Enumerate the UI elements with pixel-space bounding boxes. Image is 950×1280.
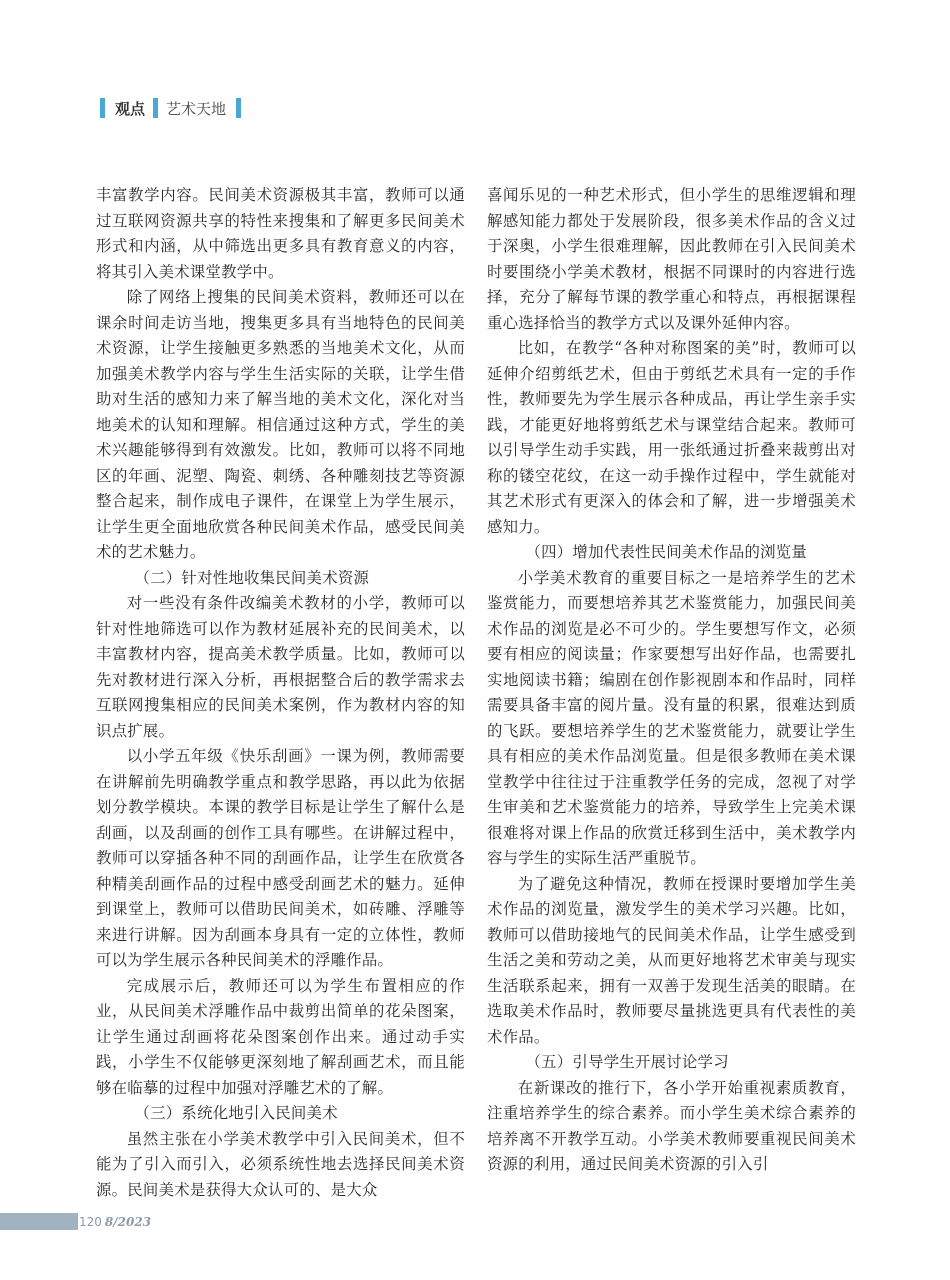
paragraph: 在新课改的推行下，各小学开始重视素质教育，注重培养学生的综合素养。而小学生美术综合素养的培养离不开教学互动。小学美术教师要重视民间美术资源的利用，通过民间美术资源的引入引 (487, 1078, 856, 1173)
page-footer (0, 1213, 151, 1230)
paragraph: 比如，在教学“各种对称图案的美”时，教师可以延伸介绍剪纸艺术，但由于剪纸艺术具有一定的手作性，教师要先为学生展示各种成品，再让学生亲手实践，才能更好地将剪纸艺术与课堂结合起来。教师可以引导学生动手实践，用一张纸通过折叠来裁剪出对称的镂空花纹，在这一动手操作过程中，学生就能对其艺术形式有更深入的体会和了解，进一步增强美术感知力。 (487, 339, 856, 536)
footer-bar (0, 1213, 78, 1230)
paragraph: 以小学五年级《快乐刮画》一课为例，教师需要在讲解前先明确教学重点和教学思路，再以此为依据划分教学模块。本课的教学目标是让学生了解什么是刮画，以及刮画的创作工具有哪些。在讲解过程中，教师可以穿插各种不同的刮画作品，让学生在欣赏各种精美刮画作品的过程中感受刮画艺术的魅力。延伸到课堂上，教师可以借助民间美术，如砖雕、浮雕等来进行讲解。因为刮画本身具有一定的立体性，教师可以为学生展示各种民间美术的浮雕作品。 (96, 747, 465, 969)
paragraph: 喜闻乐见的一种艺术形式，但小学生的思维逻辑和理解感知能力都处于发展阶段，很多美术作品的含义过于深奥，小学生很难理解，因此教师在引入民间美术时要围绕小学美术教材，根据不同课时的内容进行选择，充分了解每节课的教学重心和特点，再根据课程重心选择恰当的教学方式以及课外延伸内容。 (487, 186, 856, 332)
header-accent-bar-right (236, 98, 241, 118)
section-subtitle: 艺术天地 (166, 99, 227, 118)
page-number: 120 (79, 1214, 102, 1229)
subheading: （四）增加代表性民间美术作品的浏览量 (525, 543, 808, 561)
paragraph: 对一些没有条件改编美术教材的小学，教师可以针对性地筛选可以作为教材延展补充的民间美术，以丰富教材内容，提高美术教学质量。比如，教师可以先对教材进行深入分析，再根据整合后的教学需求去互联网搜集相应的民间美术案例，作为教材内容的知识点扩展。 (96, 594, 465, 740)
paragraph: 丰富教学内容。民间美术资源极其丰富，教师可以通过互联网资源共享的特性来搜集和了解更多民间美术形式和内涵，从中筛选出更多具有教育意义的内容，将其引入美术课堂教学中。 (96, 186, 465, 281)
subheading: （三）系统化地引入民间美术 (134, 1104, 338, 1122)
page-header (100, 96, 241, 120)
left-column (96, 183, 465, 1203)
paragraph: 虽然主张在小学美术教学中引入民间美术，但不能为了引入而引入，必须系统性地去选择民间美术资源。民间美术是获得大众认可的、是大众 (96, 1129, 465, 1199)
issue-label: 8/2023 (104, 1214, 152, 1229)
paragraph: 小学美术教育的重要目标之一是培养学生的艺术鉴赏能力，而要想培养其艺术鉴赏能力，加强民间美术作品的浏览是必不可少的。学生要想写作文，必须要有相应的阅读量；作家要想写出好作品，也需要扎实地阅读书籍；编剧在创作影视剧本和作品时，同样需要具备丰富的阅片量。没有量的积累，很难达到质的飞跃。要想培养学生的艺术鉴赏能力，就要让学生具有相应的美术作品浏览量。但是很多教师在美术课堂教学中往往过于注重教学任务的完成，忽视了对学生审美和艺术鉴赏能力的培养，导致学生上完美术课很难将对课上作品的欣赏迁移到生活中，美术教学内容与学生的实际生活严重脱节。 (487, 568, 856, 867)
section-title: 观点 (115, 99, 146, 118)
subheading: （二）针对性地收集民间美术资源 (134, 568, 370, 587)
right-column (487, 183, 856, 1178)
header-accent-bar-left (100, 98, 105, 118)
paragraph: 为了避免这种情况，教师在授课时要增加学生美术作品的浏览量，激发学生的美术学习兴趣。比如，教师可以借助接地气的民间美术作品，让学生感受到生活之美和劳动之美，从而更好地将艺术审美与现实生活联系起来，拥有一双善于发现生活美的眼睛。在选取美术作品时，教师要尽量挑选更具有代表性的美术作品。 (487, 874, 856, 1046)
subheading: （五）引导学生开展讨论学习 (525, 1053, 729, 1071)
paragraph: 完成展示后，教师还可以为学生布置相应的作业，从民间美术浮雕作品中裁剪出简单的花朵图案，让学生通过刮画将花朵图案创作出来。通过动手实践，小学生不仅能够更深刻地了解刮画艺术，而且能够在临摹的过程中加强对浮雕艺术的了解。 (96, 976, 465, 1097)
paragraph: 除了网络上搜集的民间美术资料，教师还可以在课余时间走访当地，搜集更多具有当地特色的民间美术资源，让学生接触更多熟悉的当地美术文化，从而加强美术教学内容与学生生活实际的关联，让学生借助对生活的感知力来了解当地的美术文化，深化对当地美术的认知和理解。相信通过这种方式，学生的美术兴趣能够得到有效激发。比如，教师可以将不同地区的年画、泥塑、陶瓷、刺绣、各种雕刻技艺等资源整合起来，制作成电子课件，在课堂上为学生展示，让学生更全面地欣赏各种民间美术作品，感受民间美术的艺术魅力。 (96, 288, 465, 561)
header-accent-bar-middle (153, 98, 158, 118)
